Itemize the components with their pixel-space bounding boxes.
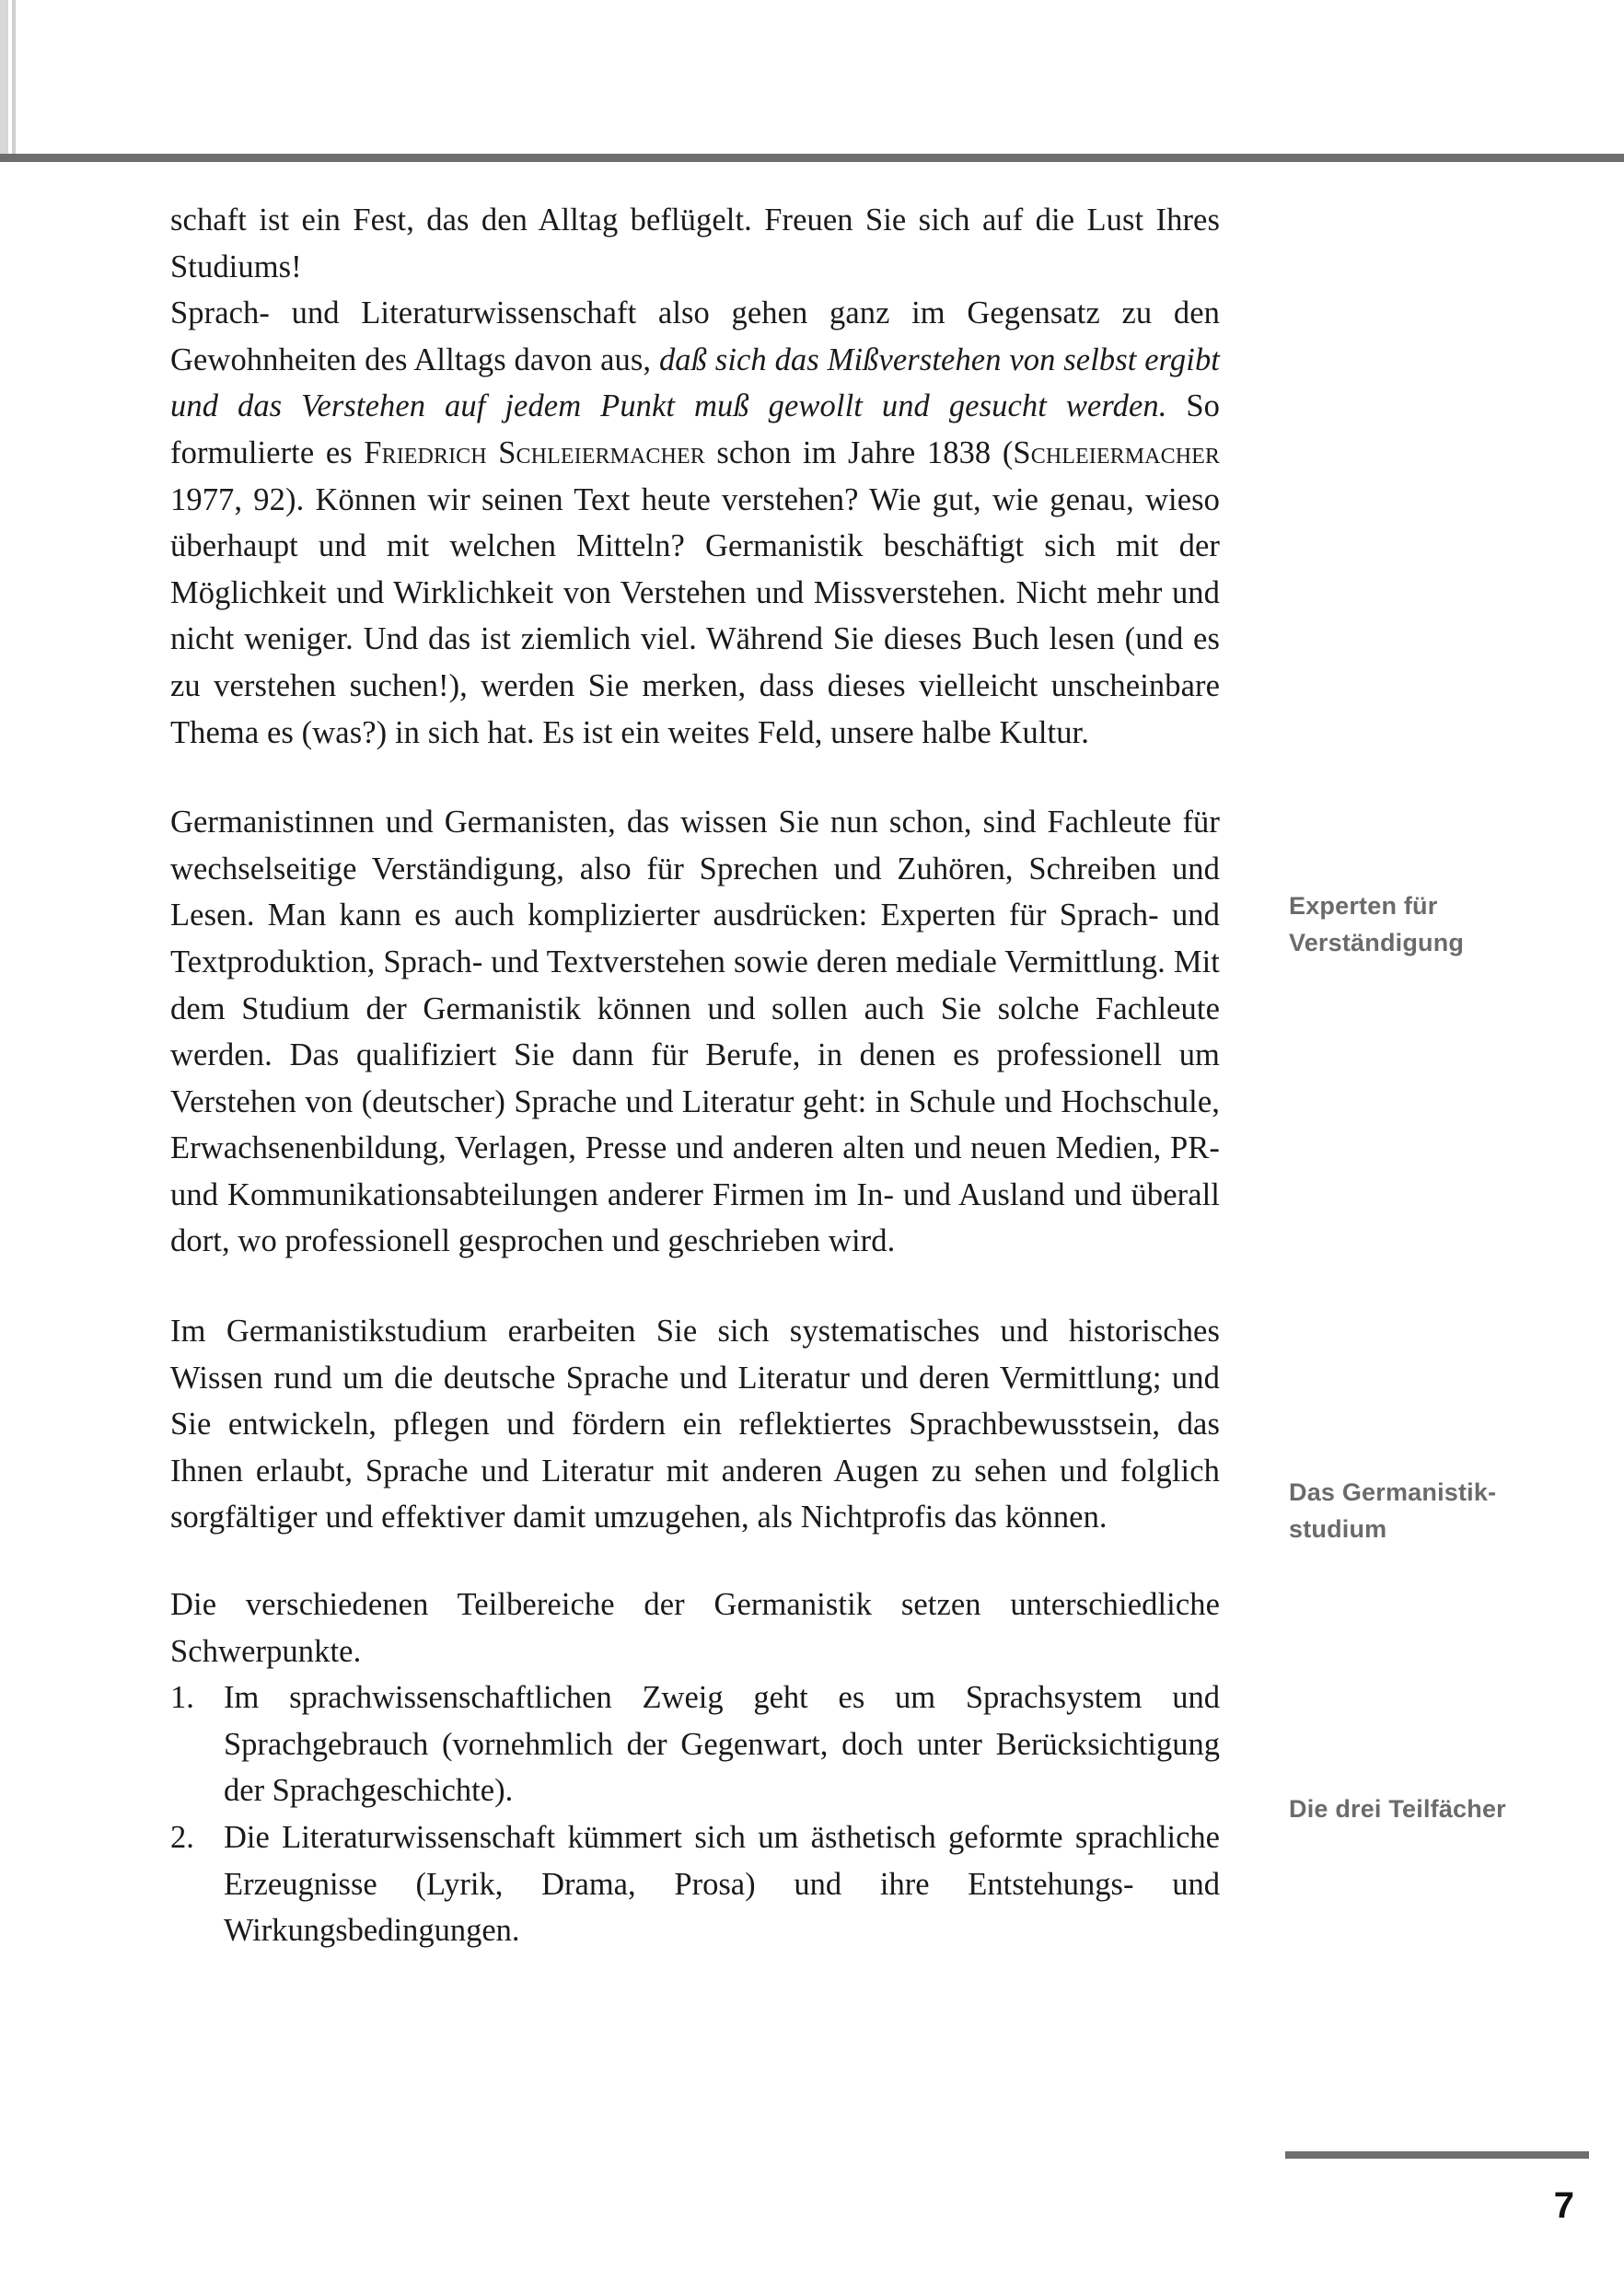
paragraph-2: [170, 290, 1220, 756]
paragraph-4: [170, 1308, 1220, 1541]
text-run-italic: daß sich das Mißverstehen von selbst ergibt und das Verstehen auf jedem Punkt muß gewollt und gesucht werden.: [170, 342, 1220, 424]
paragraph-5: [170, 1581, 1220, 1674]
list-item: [170, 1814, 1220, 1954]
body-text-column: [170, 197, 1220, 1954]
text-run-roman: Sprach- und Literaturwissenschaft also gehen ganz im Gegensatz zu den Gewohnheiten des Alltags davon aus,: [170, 295, 1220, 377]
text-run-roman: schon im Jahre 1838 (: [704, 434, 1014, 470]
text-run-roman: 1977, 92). Können wir seinen Text heute verstehen? Wie gut, wie genau, wieso überhaupt und mit welchen Mitteln? Germanistik beschäftigt sich mit der Möglichkeit und Wirklichkeit von Verstehen und Missverstehen. Nicht mehr und nicht weniger. Und das ist ziemlich viel. Während Sie dieses Buch lesen (und es zu verstehen suchen!), werden Sie merken, dass dieses vielleicht unscheinbare Thema es (was?) in sich hat. Es ist ein weites Feld, unsere halbe Kultur.: [170, 481, 1220, 750]
footer-rule: [1285, 2151, 1589, 2159]
list-item-text: Im sprachwissenschaftlichen Zweig geht es um Sprachsystem und Sprachgebrauch (vornehmlich der Gegenwart, doch unter Berücksichtigung der Sprachgeschichte).: [224, 1680, 1220, 1809]
margin-note-teilfaecher: [1289, 1790, 1583, 1827]
paragraph-1: [170, 197, 1220, 290]
scan-edge-strip-inner: [12, 0, 16, 158]
margin-note-text: Das Germanistik-studium: [1289, 1478, 1497, 1543]
list-item-marker: 1.: [170, 1680, 194, 1716]
paragraph-3: [170, 799, 1220, 1265]
page-number: 7: [1553, 2185, 1574, 2226]
text-run-roman: Germanistinnen und Germanisten, das wissen Sie nun schon, sind Fachleute für wechselseitige Verständigung, also für Sprechen und Zuhören, Schreiben und Lesen. Man kann es auch komplizierter ausdrücken: Experten für Sprach- und Textproduktion, Sprach- und Textverstehen sowie deren mediale Vermittlung. Mit dem Studium der Germanistik können und sollen auch Sie solche Fachleute werden. Das qualifiziert Sie dann für Berufe, in denen es professionell um Verstehen von (deutscher) Sprache und Literatur geht: in Schule und Hochschule, Erwachsenenbildung, Verlagen, Presse und anderen alten und neuen Medien, PR- und Kommunikationsabteilungen anderer Firmen im In- und Ausland und überall dort, wo professionell gesprochen und geschrieben wird.: [170, 805, 1220, 1259]
margin-note-text: Die drei Teilfächer: [1289, 1795, 1506, 1823]
text-run-roman: schaft ist ein Fest, das den Alltag beflügelt. Freuen Sie sich auf die Lust Ihres Studiums!: [170, 203, 1220, 284]
text-run-smallcaps: Friedrich Schleiermacher: [364, 434, 705, 470]
list-item-marker: 2.: [170, 1820, 194, 1855]
text-run-roman: Die verschiedenen Teilbereiche der Germanistik setzen unterschiedliche Schwerpunkte.: [170, 1587, 1220, 1669]
margin-note-germanistikstudium: [1289, 1474, 1583, 1547]
margin-note-experten: [1289, 887, 1583, 961]
text-run-smallcaps: Schleiermacher: [1013, 434, 1221, 470]
margin-note-text: Experten für Verständigung: [1289, 892, 1465, 956]
text-run-roman: Im Germanistikstudium erarbeiten Sie sich systematisches und historisches Wissen rund um die deutsche Sprache und Literatur und deren Vermittlung; und Sie entwickeln, pflegen und fördern ein reflektiertes Sprachbewusstsein, das Ihnen erlaubt, Sprache und Literatur mit anderen Augen zu sehen und folglich sorgfältiger und effektiver damit umzugehen, als Nichtprofis das können.: [170, 1314, 1220, 1535]
list-item-text: Die Literaturwissenschaft kümmert sich um ästhetisch geformte sprachliche Erzeugnisse (Lyrik, Drama, Prosa) und ihre Entstehungs- und Wirkungsbedingungen.: [224, 1820, 1220, 1949]
list-item: [170, 1674, 1220, 1814]
text-run-roman: So formulierte es: [170, 388, 1220, 470]
header-rule: [0, 154, 1624, 162]
numbered-list: [170, 1674, 1220, 1954]
scan-edge-strip: [0, 0, 8, 158]
